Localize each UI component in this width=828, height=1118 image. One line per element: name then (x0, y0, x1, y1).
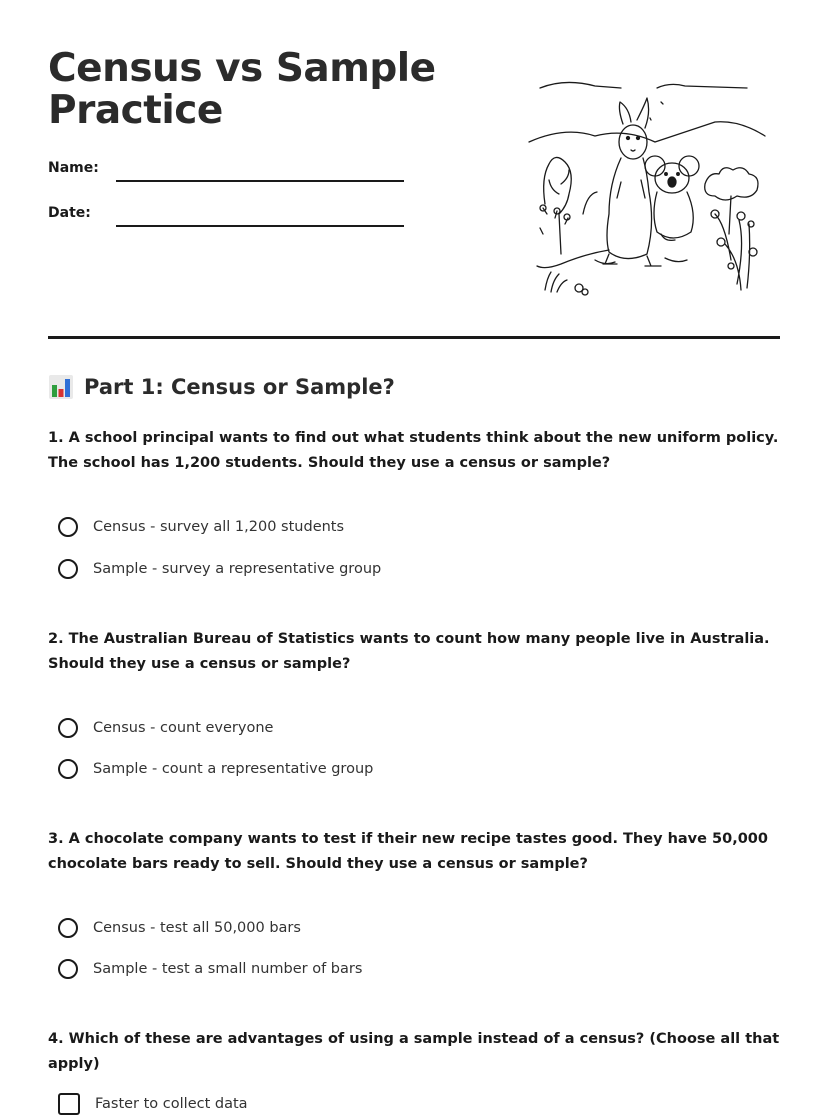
radio-button[interactable] (58, 959, 78, 979)
radio-button[interactable] (58, 759, 78, 779)
bar-chart-icon (48, 374, 74, 400)
kangaroo-koala-illustration (525, 74, 781, 306)
title-line-2: Practice (48, 88, 223, 133)
question-3: 3. A chocolate company wants to test if their new recipe tastes good. They have 50,000 chocolate bars ready to sell. Should they use a census or sample? (48, 831, 768, 872)
name-label: Name: (48, 160, 99, 176)
date-label: Date: (48, 205, 91, 221)
part-1-heading-text: Part 1: Census or Sample? (84, 375, 395, 399)
q2-option-sample[interactable] (58, 759, 373, 779)
q1-option-census[interactable] (58, 517, 344, 537)
title-line-1: Census vs Sample (48, 46, 436, 91)
part-1-heading (48, 374, 395, 400)
date-field[interactable] (116, 225, 404, 227)
radio-button[interactable] (58, 718, 78, 738)
question-2: 2. The Australian Bureau of Statistics wants to count how many people live in Australia. Should they use a census or sample? (48, 631, 770, 672)
option-label: Sample - test a small number of bars (93, 961, 363, 977)
option-label: Census - test all 50,000 bars (93, 920, 301, 936)
radio-button[interactable] (58, 559, 78, 579)
q1-option-sample[interactable] (58, 559, 381, 579)
q2-option-census[interactable] (58, 718, 273, 738)
name-field[interactable] (116, 180, 404, 182)
radio-button[interactable] (58, 918, 78, 938)
option-label: Faster to collect data (95, 1096, 248, 1112)
section-divider (48, 336, 780, 339)
question-4: 4. Which of these are advantages of using a sample instead of a census? (Choose all that apply) (48, 1031, 780, 1072)
q3-option-census[interactable] (58, 918, 301, 938)
option-label: Census - count everyone (93, 720, 274, 736)
checkbox[interactable] (58, 1093, 80, 1115)
option-label: Sample - count a representative group (93, 761, 374, 777)
q3-option-sample[interactable] (58, 959, 362, 979)
radio-button[interactable] (58, 517, 78, 537)
option-label: Sample - survey a representative group (93, 561, 382, 577)
worksheet-title (48, 48, 436, 132)
option-label: Census - survey all 1,200 students (93, 519, 345, 535)
question-1: 1. A school principal wants to find out what students think about the new uniform policy. The school has 1,200 students. Should they use a census or sample? (48, 430, 779, 471)
q4-option-faster[interactable] (58, 1093, 248, 1115)
